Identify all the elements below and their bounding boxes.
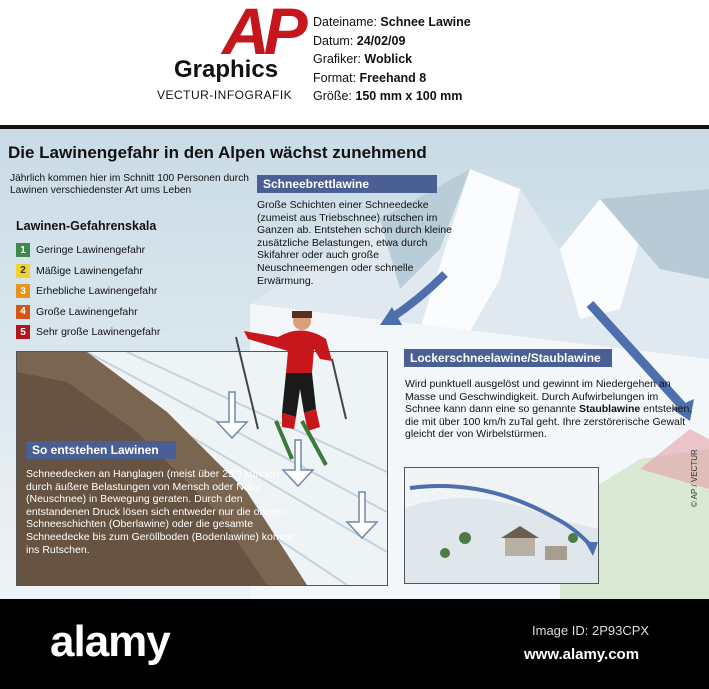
danger-level-1: 1 Geringe Lawinengefahr: [16, 240, 160, 261]
alamy-logo: alamy: [50, 617, 170, 666]
entstehen-text: Schneedecken an Hanglagen (meist über 25°) können durch äußere Belastungen von Mensch oder Natur (Neuschnee) in Bewegung geraten. Durch den entstandenen Druck lösen sich entweder nur die oberen Schneeschichten (Oberlawine) oder die gesamte Schneedecke bis zum Geröllboden (Bodenlawine) kommt ins Rutschen.: [26, 468, 294, 556]
meta-row: Größe: 150 mm x 100 mm: [313, 89, 463, 104]
file-metadata: [313, 13, 471, 106]
alamy-url[interactable]: www.alamy.com: [524, 646, 640, 663]
meta-row: Datum: 24/02/09: [313, 33, 406, 48]
meta-row: Dateiname: Schnee Lawine: [313, 15, 471, 29]
danger-level-3: 3 Erhebliche Lawinengefahr: [16, 281, 160, 302]
skier-illustration: [228, 309, 348, 469]
image-id: Image ID: 2P93CPX: [532, 623, 650, 638]
entstehen-heading: So entstehen Lawinen: [26, 441, 176, 459]
schneebrett-text: Große Schichten einer Schneedecke (zumeist aus Triebschnee) rutschen im Ganzen ab. Entstehen schon durch kleine zusätzliche Belastungen, etwa durch Skifahrer oder auch große Neuschneemengen oder schnelle Erwärmung.: [257, 199, 452, 287]
locker-text: Wird punktuell ausgelöst und gewinnt im Niedergehen an Masse und Geschwindigkeit. Durch Aufwirbelungen im Schnee kann dann eine so genannte Staublawine entstehen, die mit über 100 km/h zuTal geht. Ihre zerstörerische Gewalt gleicht der von Wirbelstürmen.: [405, 378, 693, 441]
header: [0, 0, 709, 125]
meta-row: Grafiker: Woblick: [313, 52, 413, 67]
intro-text: Jährlich kommen hier im Schnitt 100 Personen durch Lawinen verschiedenster Art ums Leben: [10, 173, 249, 196]
danger-level-4: 4 Große Lawinengefahr: [16, 302, 160, 323]
image-credit: © AP / VECTUR: [690, 449, 699, 507]
meta-row: Format: Freehand 8: [313, 70, 427, 85]
logo-graphics-text: Graphics: [174, 56, 279, 83]
logo-subtitle: VECTUR-INFOGRAFIK: [157, 88, 293, 102]
danger-scale-list: [16, 240, 160, 343]
infographic-title: Die Lawinengefahr in den Alpen wächst zunehmend: [8, 143, 427, 162]
ap-logo: AP: [222, 0, 302, 68]
watermark-footer: [0, 599, 709, 689]
village-illustration: [405, 468, 598, 583]
infographic: [0, 129, 709, 599]
danger-scale-title: Lawinen-Gefahrenskala: [16, 219, 157, 233]
danger-level-2: 2 Mäßige Lawinengefahr: [16, 261, 160, 282]
schneebrett-heading: Schneebrettlawine: [257, 175, 437, 193]
danger-level-5: 5 Sehr große Lawinengefahr: [16, 322, 160, 343]
locker-heading: Lockerschneelawine/Staublawine: [404, 349, 612, 367]
village-inset: [404, 467, 599, 584]
